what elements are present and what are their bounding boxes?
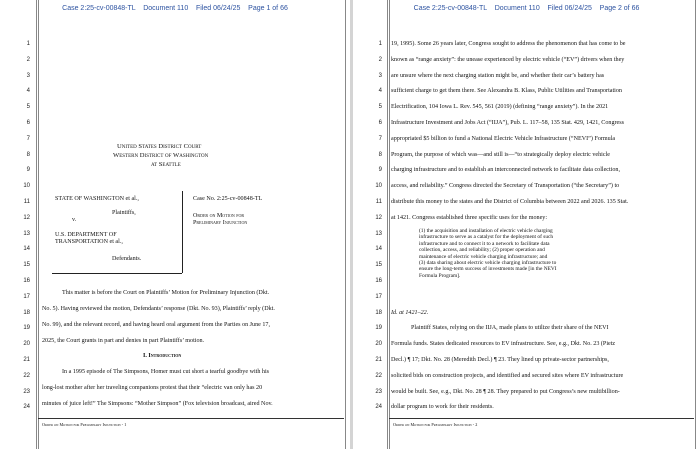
quote-line: maintenance of electric vehicle charging infrastructure; and (419, 253, 548, 260)
block-quote (419, 228, 557, 279)
line-number: 8 (378, 151, 382, 158)
line-number: 12 (23, 214, 30, 221)
body-line: Decl.) ¶ 17; Dkt. No. 28 (Meredith Decl.) ¶ 23. They lined up private-sector partnerships, (391, 357, 609, 363)
body-line: Program, the purpose of which was—and still is—“to strategically deploy electric vehicle (391, 151, 610, 158)
page-footer: Order on Motion for Preliminary Injunction - 1 (42, 422, 127, 427)
footer-rule (38, 418, 344, 419)
defendant-role: Defendants. (112, 256, 142, 262)
line-number: 14 (375, 246, 382, 253)
filed-date: Filed 06/24/25 (196, 5, 241, 12)
intro-line: In a 1995 episode of The Simpsons, Homer must cut short a tearful goodbye with his (62, 369, 270, 375)
line-number: 17 (375, 293, 382, 300)
line-number: 1 (378, 41, 382, 47)
body-line: dollar program to work for their residents. (391, 404, 494, 411)
line-number: 11 (375, 199, 382, 205)
document-number: Document 110 (143, 5, 189, 12)
left-margin-rule (36, 0, 39, 449)
line-number: 21 (375, 357, 382, 363)
line-number: 18 (23, 309, 30, 316)
filed-date: Filed 06/24/25 (547, 5, 592, 12)
line-number: 11 (23, 199, 30, 205)
quote-line: (1) the acquisition and installation of electric vehicle charging (419, 228, 553, 234)
order-title-line-2: Preliminary Injunction (193, 220, 248, 226)
line-number: 14 (23, 246, 30, 253)
line-number: 17 (23, 293, 30, 300)
body-line: 2025, the Court grants in part and denies in part Plaintiffs’ motion. (42, 338, 205, 344)
right-margin-rule (345, 0, 346, 449)
court-location: at Seattle (151, 161, 181, 168)
line-number: 4 (378, 88, 382, 95)
section-heading: I. Introduction (143, 353, 182, 359)
line-number: 1 (26, 41, 30, 47)
order-title-line-1: Order on Motion for (193, 213, 245, 219)
body-line: 19, 1995). Some 26 years later, Congress sought to address the phenomenon that has come to be (391, 41, 626, 47)
line-number: 6 (378, 120, 382, 126)
line-number: 22 (375, 372, 382, 379)
body-line: This matter is before the Court on Plaintiffs’ Motion for Preliminary Injunction (Dkt. (62, 290, 270, 296)
line-number: 9 (378, 167, 382, 174)
line-number: 15 (23, 262, 30, 269)
line-number: 8 (26, 151, 30, 158)
versus: v. (72, 217, 77, 223)
line-number: 15 (375, 262, 382, 269)
line-number: 18 (375, 309, 382, 316)
line-number: 20 (375, 341, 382, 348)
line-number: 3 (378, 72, 382, 79)
court-name: United States District Court (117, 143, 202, 150)
case-number: Case 2:25-cv-00848-TL (62, 5, 136, 12)
line-number: 9 (26, 167, 30, 174)
line-number: 20 (23, 341, 30, 348)
caption-divider-horizontal (52, 191, 182, 274)
quote-line: collection, access, and reliability; (2) proper operation and (419, 247, 545, 254)
line-number: 3 (26, 72, 30, 79)
line-number: 19 (23, 325, 30, 332)
page-header (0, 5, 350, 12)
line-number: 24 (375, 404, 382, 411)
intro-line: minutes of juice left!” The Simpsons: “Mother Simpson” (Fox television broadcast, aired Nov. (42, 401, 273, 407)
line-number: 24 (23, 404, 30, 411)
line-number: 22 (23, 372, 30, 379)
line-number: 6 (26, 120, 30, 126)
line-number: 16 (23, 278, 30, 284)
body-line: appropriated $5 billion to fund a National Electric Vehicle Infrastructure (“NEVI”) Formula (391, 135, 616, 142)
defendant-name-line-2: TRANSPORTATION et al., (55, 239, 123, 245)
body-line: distribute this money to the states and the District of Columbia between 2022 and 2026. 135 Stat. (391, 199, 629, 205)
case-number-caption: Case No. 2:25-cv-00848-TL (193, 196, 263, 202)
page-indicator: Page 1 of 66 (248, 5, 288, 12)
body-line: No. 5). Having reviewed the motion, Defendants’ response (Dkt. No. 93), Plaintiffs’ reply (Dkt. (42, 306, 275, 312)
body-line: sufficient charge to get them there. See Alexandra B. Klass, Public Utilities and Transportation (391, 88, 622, 95)
line-number: 4 (26, 88, 30, 95)
line-number: 23 (23, 388, 30, 395)
line-number: 2 (378, 56, 382, 63)
quote-line: ensure the long-term success of investments made [in the NEVI (419, 266, 557, 273)
line-number: 7 (378, 135, 382, 142)
line-number: 21 (23, 357, 30, 363)
plaintiff-name: STATE OF WASHINGTON et al., (55, 196, 139, 202)
court-district: Western District of Washington (113, 152, 209, 159)
document-number: Document 110 (494, 5, 540, 12)
quote-line: (3) data sharing about electric vehicle charging infrastructure to (419, 260, 557, 267)
line-number: 5 (378, 104, 382, 111)
body-line: are unsure where the next charging station might be, and whether their car’s battery has (391, 72, 605, 79)
footer-rule (389, 418, 694, 419)
body-line: known as “range anxiety”: the unease experienced by electric vehicle (“EV”) drivers when they (391, 56, 625, 63)
body-line: charging infrastructure and to establish an interconnected network to facilitate data collection, (391, 167, 620, 174)
plaintiff-role: Plaintiffs, (112, 210, 136, 216)
body-line: at 1421. Congress established three specific uses for the money: (391, 214, 548, 221)
line-number: 23 (375, 388, 382, 395)
body-line: Formula funds. States dedicated resources to EV infrastructure. See, e.g., Dkt. No. 23 (Pietz (391, 341, 616, 348)
page-indicator: Page 2 of 66 (599, 5, 640, 12)
body-line: Infrastructure Investment and Jobs Act (“IIJA”), Pub. L. 117–58, 135 Stat. 429, 1421, Congress (391, 120, 624, 126)
body-line: Plaintiff States, relying on the IIJA, made plans to utilize their share of the NEVI (411, 325, 609, 332)
body-line: would be built. See, e.g., Dkt. No. 28 ¶ 28. They prepared to put Congress’s new multibillion- (391, 388, 620, 395)
body-line: Electrification, 104 Iowa L. Rev. 545, 561 (2019) (defining “range anxiety”). In the 2021 (391, 104, 609, 111)
body-line: No. 99), and the relevant record, and having heard oral argument from the Parties on June 17, (42, 322, 270, 328)
line-number: 7 (26, 135, 30, 142)
left-margin-rule (387, 0, 390, 449)
defendant-name-line-1: U.S. DEPARTMENT OF (55, 232, 117, 238)
quote-line: infrastructure to serve as a catalyst for the deployment of such (419, 234, 554, 241)
line-number: 5 (26, 104, 30, 111)
line-number: 13 (375, 230, 382, 237)
line-number: 13 (23, 230, 30, 237)
body-line: solicited bids on construction projects, and identified and secured sites where EV infrastructure (391, 372, 624, 379)
line-number: 10 (23, 183, 30, 190)
quote-line: infrastructure and to connect it to a network to facilitate data (419, 240, 550, 247)
intro-line: long-lost mother after her traveling companions protest that their “electric van only has 20 (42, 385, 263, 391)
line-number: 10 (375, 183, 382, 190)
quote-line: Formula Program]. (419, 272, 461, 279)
line-number: 12 (375, 214, 382, 221)
document-page-2 (353, 0, 700, 449)
right-margin-rule (695, 0, 696, 449)
page-header (353, 5, 700, 12)
line-number: 19 (375, 325, 382, 332)
body-line: access, and reliability.” Congress directed the Secretary of Transportation (“the Secretary”) to (391, 183, 620, 190)
line-number: 2 (26, 56, 30, 63)
case-number: Case 2:25-cv-00848-TL (413, 5, 487, 12)
line-number: 16 (375, 278, 382, 284)
page-footer: Order on Motion for Preliminary Injunction - 2 (393, 422, 478, 427)
body-line: Id. at 1421–22. (391, 309, 429, 316)
